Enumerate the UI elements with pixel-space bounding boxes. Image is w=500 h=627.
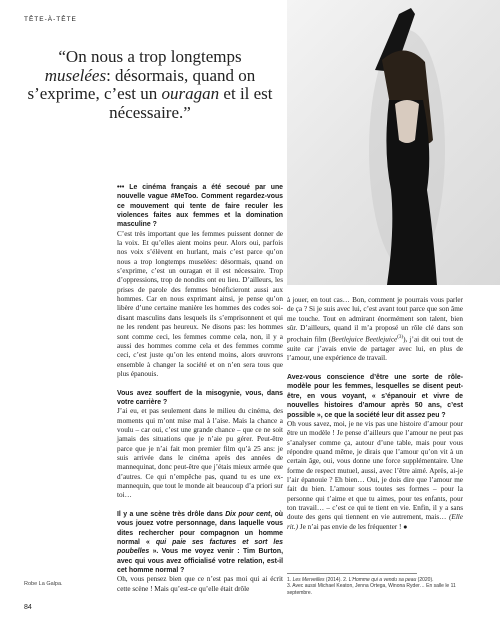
question-text: Il y a une scène très drôle dans xyxy=(117,511,226,519)
answer-text: Je n’ai pas envie de les fréquenter ! ● xyxy=(297,522,408,531)
footnote-text: (2014). 2. xyxy=(324,577,349,583)
film-title-emphasis: Beetlejuice Beetlejuice xyxy=(331,335,398,344)
answer-text: à jouer, en tout cas… Bon, comment je pourrais vous parler de ça ? Si je suis avec lui, c’est avant tout parce que son âme me touche. Tout en admirant énormément son talent, bien sûr. D’ailleurs, quand il m’a proposé un rôle clé dans son prochain film ( xyxy=(287,296,463,344)
interview-answer xyxy=(287,420,463,532)
footnote-ref: (3) xyxy=(397,335,404,341)
pull-quote-emphasis: muselées xyxy=(44,65,107,85)
section-label: TÊTE-À-TÊTE xyxy=(24,16,77,23)
question-text: ». Vous me voyez venir : Tim Burton, avec qui vous avez officialisé votre relation, est-il cet homme normal ? xyxy=(117,548,283,575)
photo-credit: Robe La Galpa. xyxy=(24,581,63,587)
footnotes xyxy=(287,573,477,596)
footnote-text: (2020). xyxy=(416,577,434,583)
footnote-line: 3. Avec aussi Michael Keaton, Jenna Ortega, Winona Ryder… En salle le 11 septembre. xyxy=(287,583,456,596)
interview-question: ••• Le cinéma français a été secoué par une nouvelle vague #MeToo. Comment regardez-vous ce mouvement qui tente de faire reculer les violences faites aux femmes et la domination masculine ? xyxy=(117,184,283,229)
stage-direction: (Elle rit.) xyxy=(287,513,463,531)
pull-quote-text: : désormais, quand on s’exprime, c’est un xyxy=(27,65,256,103)
interview-question: Vous avez souffert de la misogynie, vous, dans votre carrière ? xyxy=(117,389,283,406)
question-title-emphasis: Dix pour cent xyxy=(225,511,271,519)
pull-quote-emphasis: ouragan xyxy=(161,84,220,103)
interview-answer xyxy=(287,296,463,364)
woman-silhouette-illustration xyxy=(287,0,500,285)
interview-question: Avez-vous conscience d’être une sorte de rôle-modèle pour les femmes, lesquelles se disent peut-être, en vous voyant, « s’épanouir et vivre de nouvelles histoires d’amour après 50 ans, c’est possible », ce que la société leur dit assez peu ? xyxy=(287,374,463,419)
pull-quote xyxy=(24,48,276,122)
pull-quote-text: et il est nécessaire.” xyxy=(109,84,273,122)
footnote-title: L’Homme qui a vendu sa peau xyxy=(348,577,417,583)
answer-text: ), j’ai dit oui tout de suite car j’avais envie de partager avec lui, en plus de l’amour, une expérience de travail. xyxy=(287,335,463,363)
interview-answer: Oh, vous pensez bien que ce n’est pas moi qui ai écrit cette scène ! Mais qu’est-ce qu’elle était drôle xyxy=(117,575,283,593)
question-quote-emphasis: qui paie ses factures et sort les poubelles xyxy=(117,539,284,556)
interview-answer: C’est très important que les femmes puissent donner de la voix. Et qu’elles aient moins peur. Alors oui, parfois nos voix s’élèvent en hurlant, mais c’est parce qu’on nous a trop longtemps muselées: désormais, quand on s’exprime, c’est un ouragan et il est nécessaire. Trop d’oppressions, trop de nondits ont eu lieu. D’ailleurs, les prises de parole des femmes bénéficieront aussi aux hommes. Car en nous exprimant ainsi, je pense qu’on libère d’une certaine manière les hommes des codes soi-disant masculins dans lesquels ils s’emprisonnent et qui ne les rendent pas heureux. Ne disons pas: les hommes sont comme ceci, les femmes comme cela, non, il y a aussi des hommes comme cela et des femmes comme ceci, c’est juste qu’on les entend moins, alors œuvrons ensemble à changer la société et on n’en sera tous que plus épanouis. xyxy=(117,229,283,378)
interview-question xyxy=(117,510,283,575)
page-number: 84 xyxy=(24,604,32,611)
footnote-text: 1. xyxy=(287,577,293,583)
question-text: , où vous jouez votre personnage, dans laquelle vous dites rechercher pour compagnon un homme normal « xyxy=(117,511,284,547)
footnote-divider xyxy=(287,573,417,574)
interview-answer: J’ai eu, et pas seulement dans le milieu du cinéma, des moments qui m’ont mise mal à l’aise. Mais la chance a voulu – car oui, c’est une grande chance – que ce ne soit jamais des situations que je n’aie pu gérer. Peut-être parce que je n’ai fait mon premier film qu’à 25 ans: je suis arrivée dans le cinéma après des années de mannequinat, donc peut-être que j’étais mieux armée que d’autres. Ce qui n’empêche pas, quand tu es une ex-mannequin, que tout le monde ait beaucoup d’a priori sur toi… xyxy=(117,407,283,500)
pull-quote-text: “On nous a trop longtemps xyxy=(58,47,242,66)
portrait-photo xyxy=(287,0,500,285)
footnote-title: Les Merveilles xyxy=(292,577,325,583)
answer-text: Oh vous savez, moi, je ne vis pas une histoire d’amour pour être un modèle ! Je pense d’ailleurs que l’amour ne peut pas s’analyser comme ça, autour d’une table, mais pour vous répondre quand même, je dirais que l’amour qu’on vit à un certain âge, oui, vous donne une force supplémentaire. Une forme de respect mutuel, aussi, avec l’être aimé. Après, ai-je l’air épanouie ? Eh bien… Oui, je dois dire que l’amour me fait du bien. L’amour sous toutes ses formes – pour la personne qui t’aime et que tu aimes, pour tes enfants, pour ton travail… – c’est ce qui te tient en vie. Enfin, il y a sans doute des gens qui tiennent en vie autrement, mais… xyxy=(287,419,463,522)
article-column-left xyxy=(117,183,283,594)
article-column-right xyxy=(287,296,463,532)
